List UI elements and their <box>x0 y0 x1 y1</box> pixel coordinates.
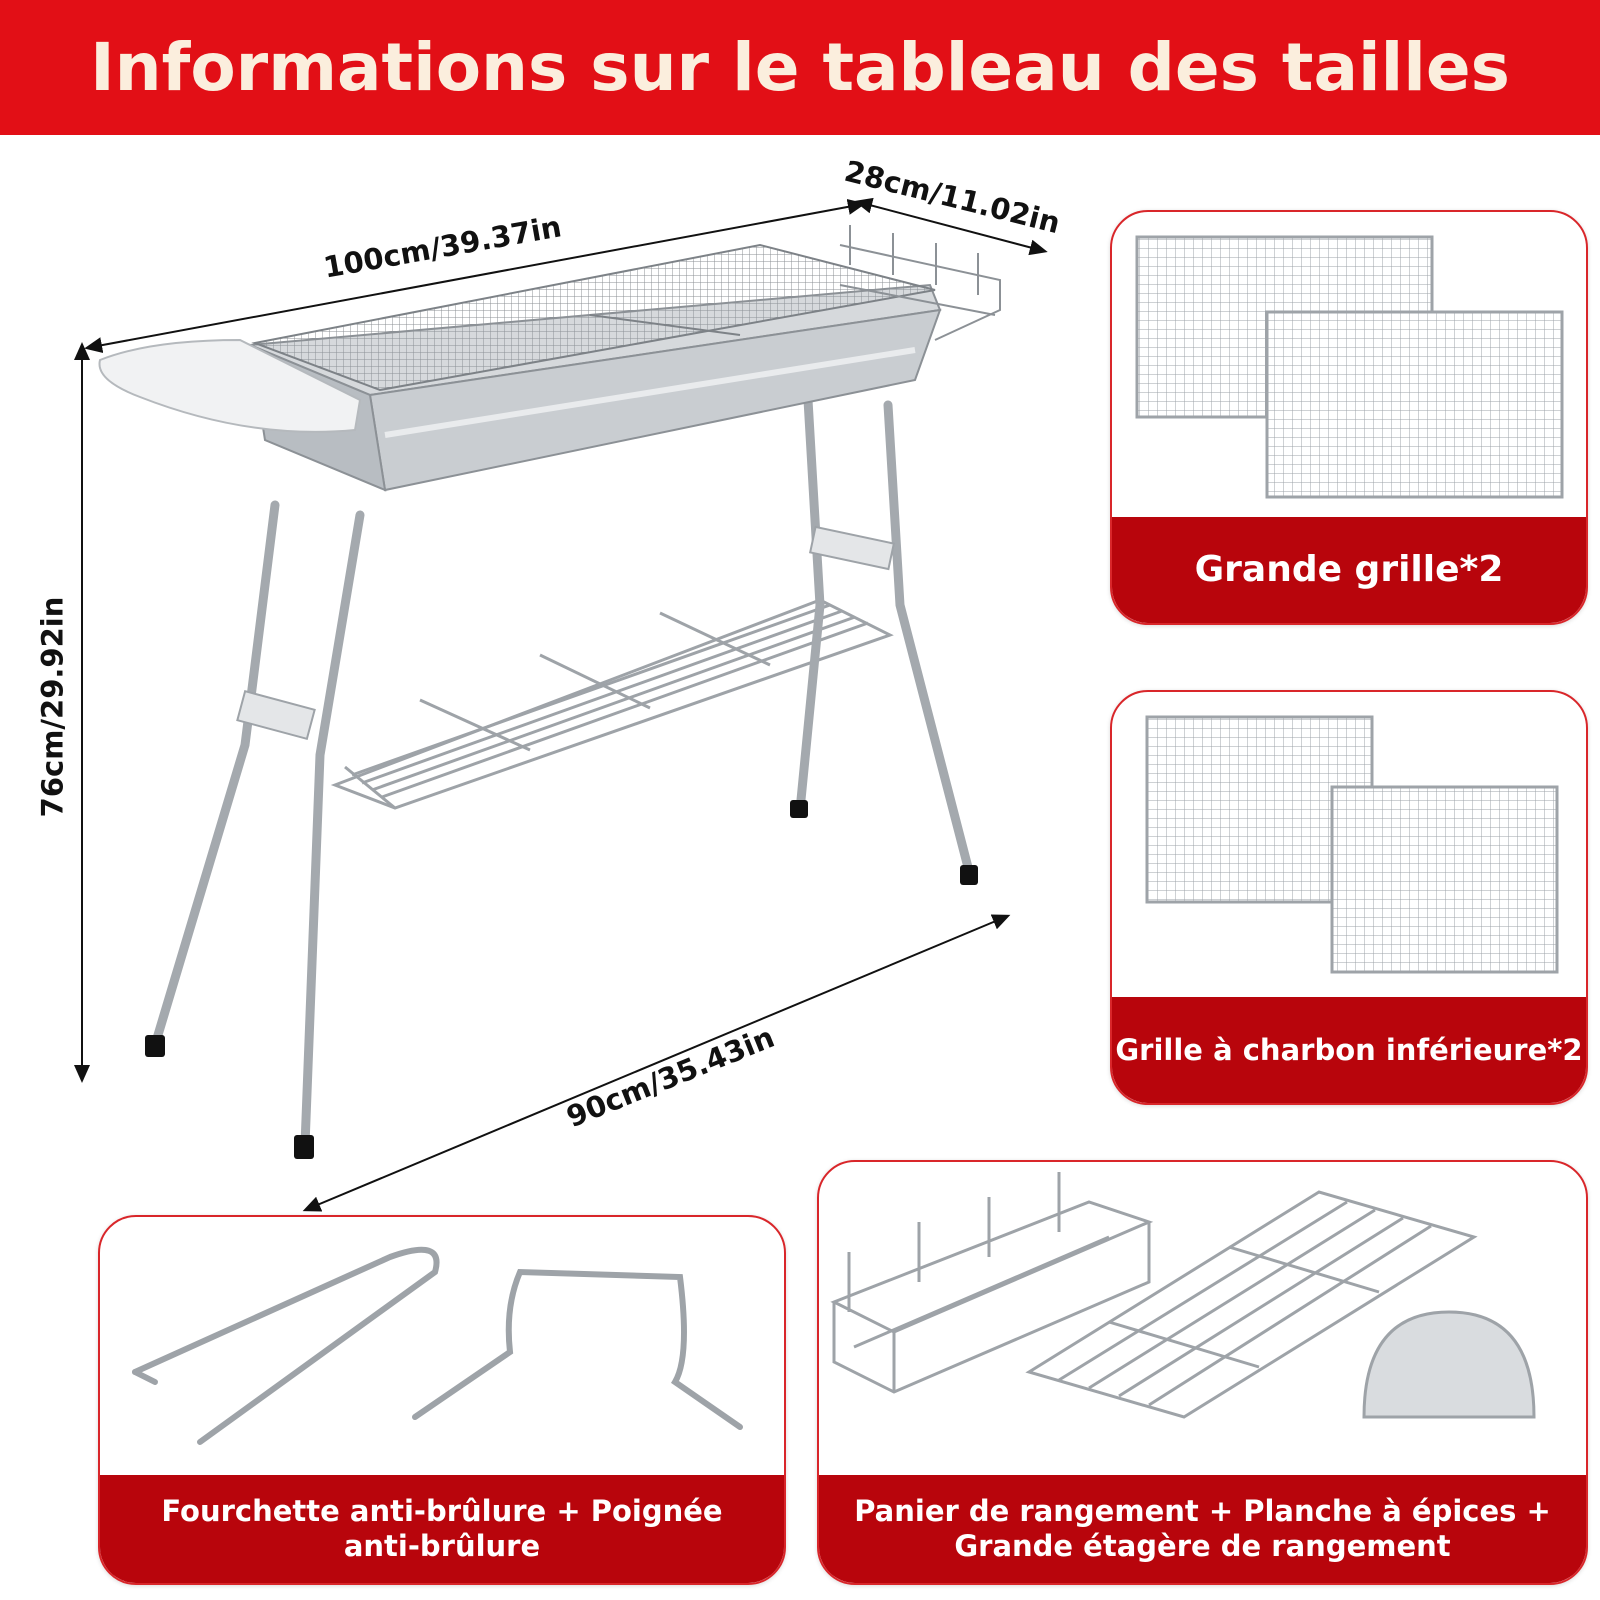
storage-label-line1: Panier de rangement + Planche à épices + <box>854 1494 1551 1529</box>
page-title: Informations sur le tableau des tailles <box>90 29 1510 106</box>
charcoal-rack-icon <box>1112 692 1588 992</box>
depth-dimension-label: 28cm/11.02in <box>841 153 1064 241</box>
spice-board <box>1364 1312 1534 1417</box>
charcoal-grill-card <box>1110 690 1588 1105</box>
bbq-grill-illustration <box>0 135 1100 1215</box>
large-grill-label: Grande grille*2 <box>1112 517 1586 623</box>
large-grill-card <box>1110 210 1588 625</box>
header-banner <box>0 0 1600 135</box>
storage-label-line2: Grande étagère de rangement <box>954 1529 1451 1563</box>
base-dimension-label: 90cm/35.43in <box>561 1019 780 1135</box>
storage-label <box>819 1475 1586 1583</box>
fork-and-handle-icon <box>100 1217 786 1467</box>
basket-board-shelf-icon <box>819 1162 1588 1472</box>
length-dimension-label: 100cm/39.37in <box>320 209 564 285</box>
fork-handle-label-line2: anti-brûlure <box>343 1529 541 1563</box>
fork-handle-label <box>100 1475 784 1583</box>
charcoal-grill-label: Grille à charbon inférieure*2 <box>1112 997 1586 1103</box>
storage-card <box>817 1160 1588 1585</box>
leg-feet <box>145 800 978 1159</box>
fork-handle-card <box>98 1215 786 1585</box>
height-dimension-label: 76cm/29.92in <box>35 596 70 818</box>
grill-legs <box>155 400 970 1145</box>
grill-rack-icon <box>1112 212 1588 512</box>
fork-handle-label-line1: Fourchette anti-brûlure + Poignée <box>161 1494 723 1529</box>
